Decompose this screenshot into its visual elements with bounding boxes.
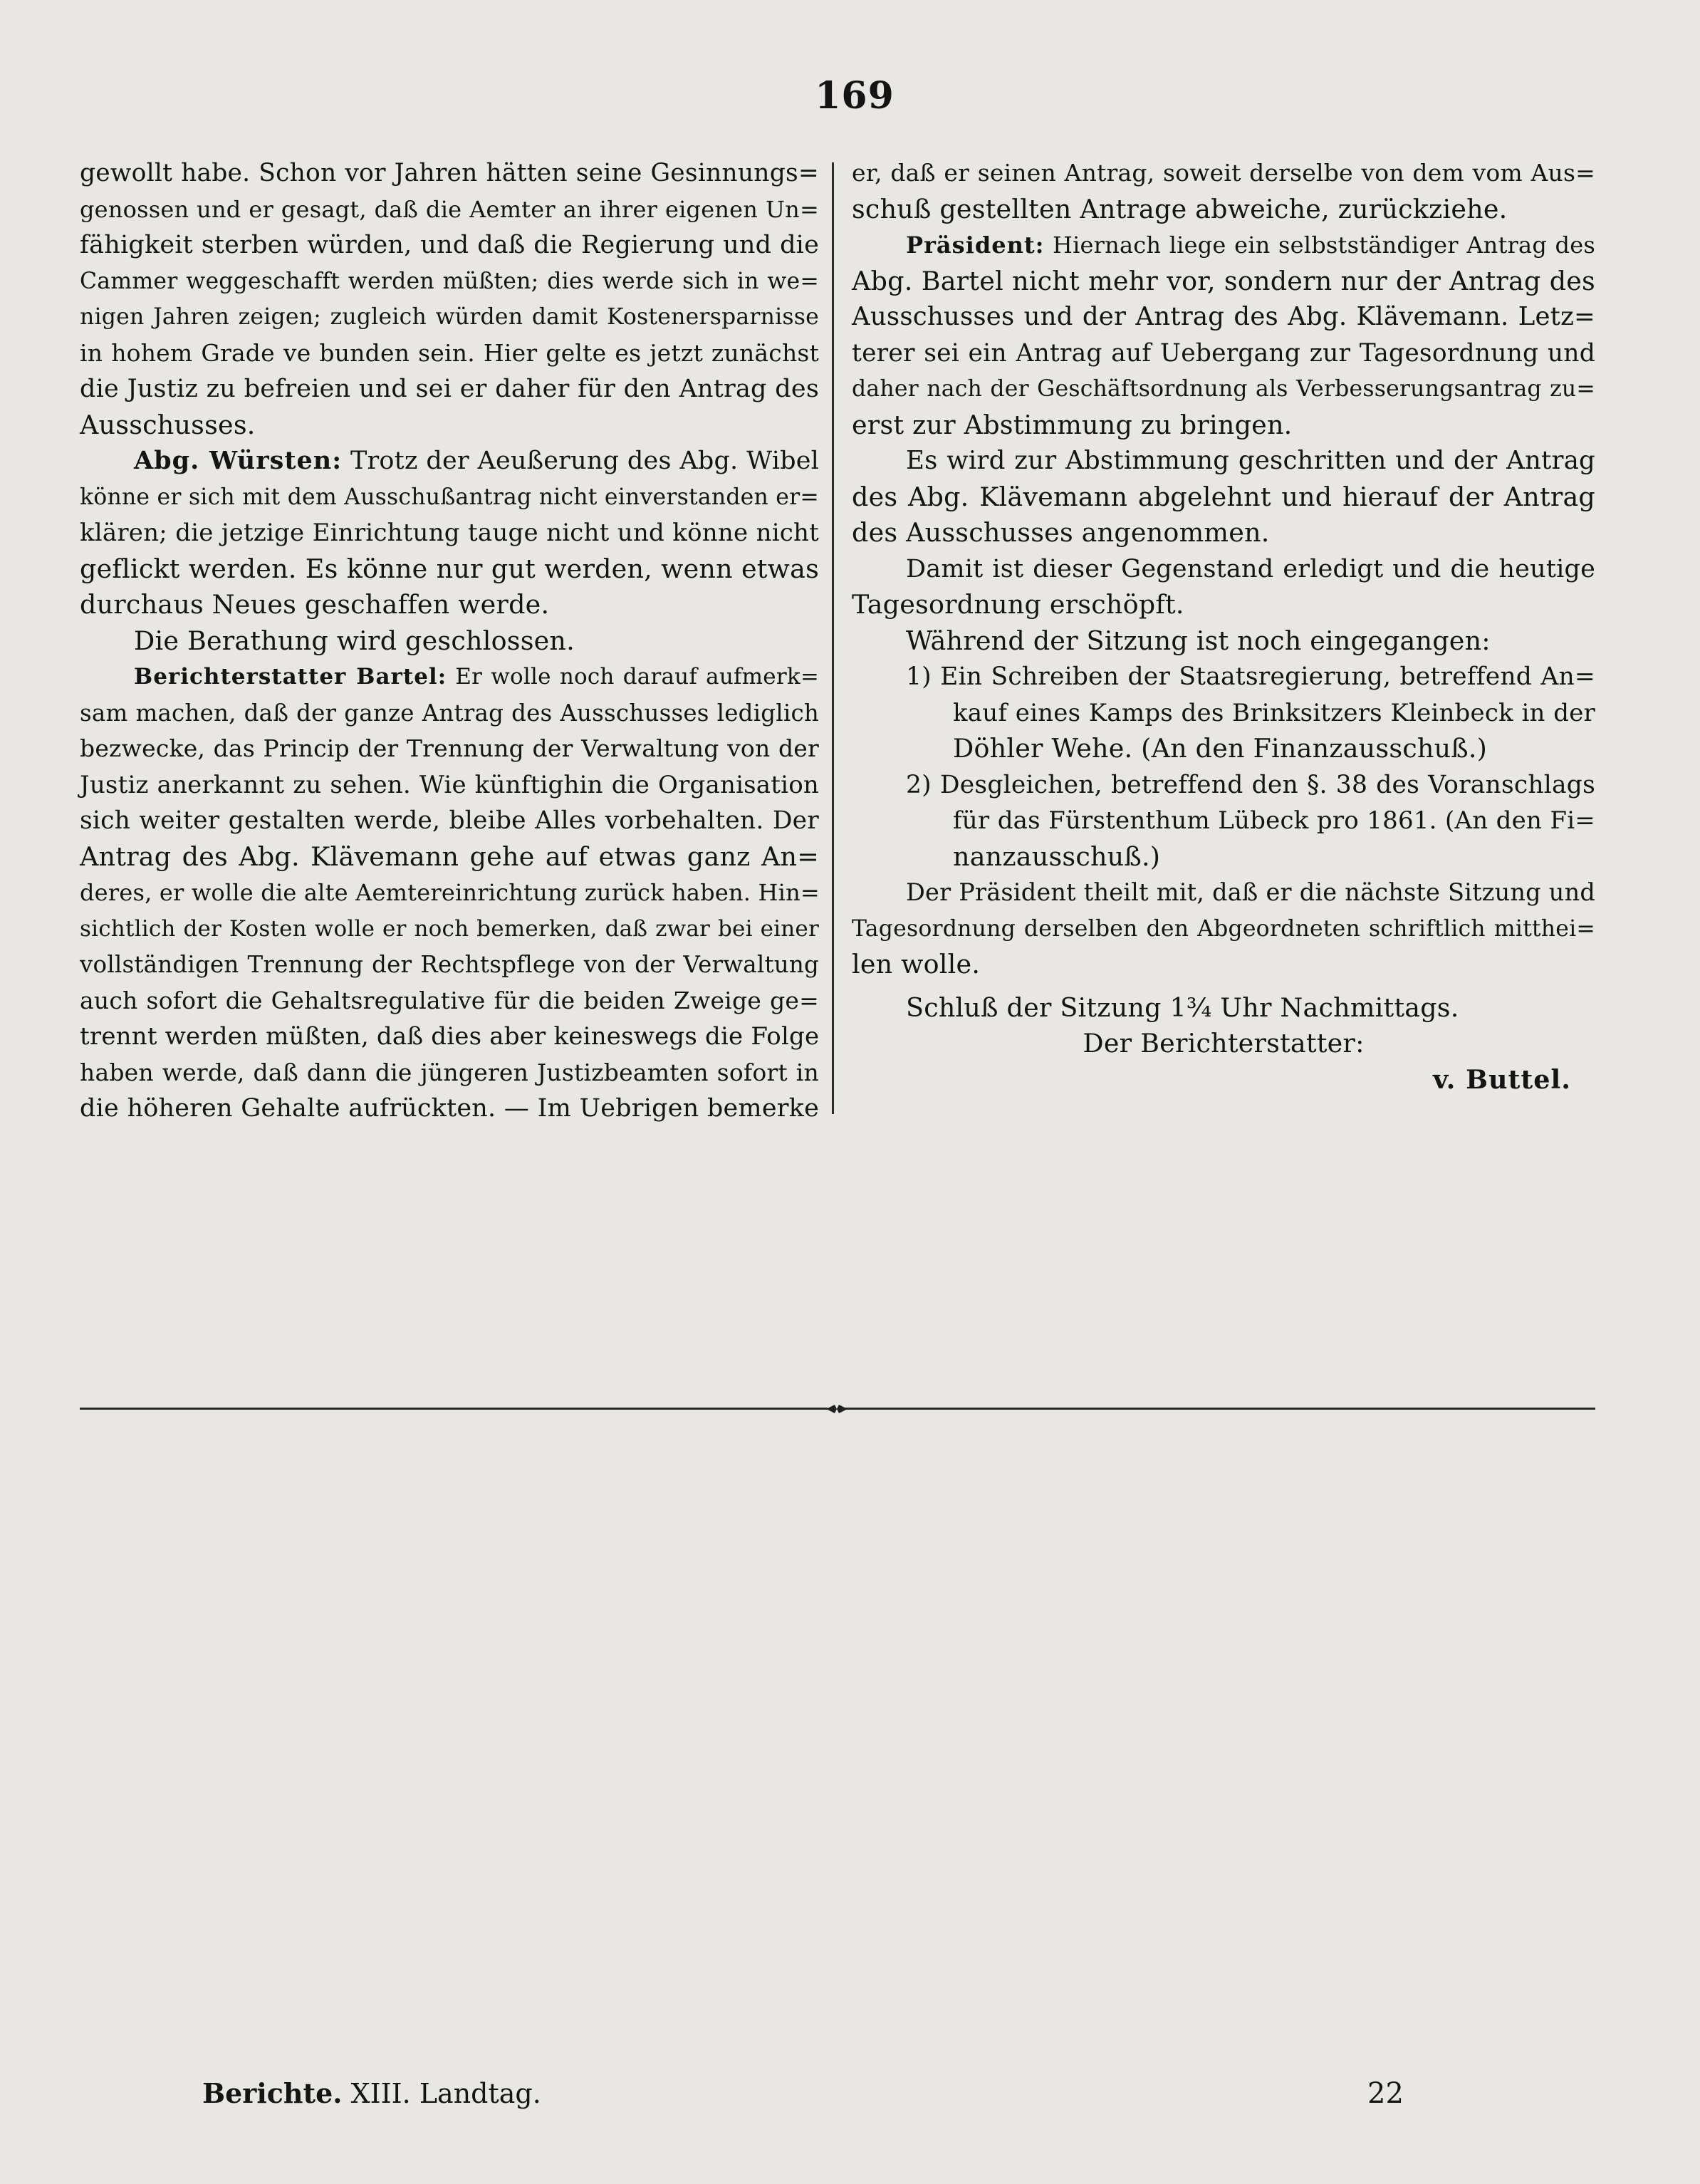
list-item-cont: nanzausschuß.): [953, 841, 1161, 872]
reporter-name: v. Buttel.: [1433, 1064, 1571, 1095]
text-line: Ausschusses und der Antrag des Abg. Klävemann. Letz=: [852, 302, 1595, 331]
bleed-through-right: [855, 1111, 1595, 2037]
list-item-cont: für das Fürstenthum Lübeck pro 1861. (An den Fi=: [953, 806, 1595, 835]
text-line: Tagesordnung derselben den Abgeordneten schriftlich mitthei=: [852, 915, 1595, 942]
separator-rule-left: [80, 1408, 828, 1410]
text-line: er, daß er seinen Antrag, soweit derselbe von dem vom Aus=: [852, 159, 1595, 187]
text-line: sichtlich der Kosten wolle er noch bemerken, daß zwar bei einer: [80, 915, 819, 942]
speech-first-line: [80, 659, 819, 695]
text-line: die höheren Gehalte aufrückten. — Im Uebrigen bemerke: [80, 1094, 819, 1123]
footer-title: Berichte. XIII. Landtag.: [202, 2077, 541, 2109]
speech-text: Trotz der Aeußerung des Abg. Wibel: [342, 447, 819, 475]
column-divider: [832, 162, 834, 1114]
text-line: auch sofort die Gehaltsregulative für die beiden Zweige ge=: [80, 986, 819, 1014]
session-closing: Schluß der Sitzung 1¾ Uhr Nachmittags.: [906, 992, 1459, 1023]
reporter-label: Der Berichterstatter:: [1083, 1028, 1365, 1059]
text-line: geflickt werden. Es könne nur gut werden, wenn etwas: [80, 553, 819, 584]
text-line: des Abg. Klävemann abgelehnt und hierauf der Antrag: [852, 481, 1595, 512]
text-line: könne er sich mit dem Ausschußantrag nicht einverstanden er=: [80, 484, 819, 510]
text-line: Justiz anerkannt zu sehen. Wie künftighin die Organisation: [80, 770, 819, 799]
text-line: daher nach der Geschäftsordnung als Verbesserungsantrag zu=: [852, 376, 1595, 402]
text-line: Der Präsident theilt mit, daß er die nächste Sitzung und: [906, 878, 1595, 906]
text-line: Antrag des Abg. Klävemann gehe auf etwas ganz An=: [80, 841, 819, 872]
text-line: in hohem Grade ve bunden sein. Hier gelte es jetzt zunächst: [80, 338, 819, 367]
text-line: nigen Jahren zeigen; zugleich würden damit Kostenersparnisse: [80, 304, 819, 330]
text-line: durchaus Neues geschaffen werde.: [80, 589, 550, 620]
speech-first-line: [852, 227, 1595, 264]
speech-first-line: [80, 443, 819, 479]
speech-text: Hiernach liege ein selbstständiger Antrag des: [1044, 232, 1595, 259]
text-line: vollständigen Trennung der Rechtspflege von der Verwaltung: [80, 951, 819, 978]
speaker-name: Berichterstatter Bartel:: [134, 664, 447, 690]
page-number: 169: [815, 74, 895, 118]
text-line: Cammer weggeschafft werden müßten; dies werde sich in we=: [80, 268, 819, 294]
text-line: haben werde, daß dann die jüngeren Justizbeamten sofort in: [80, 1058, 819, 1086]
bleed-through-left: [78, 1111, 826, 2037]
text-line: des Ausschusses angenommen.: [852, 517, 1270, 548]
speaker-name: Präsident:: [906, 232, 1045, 259]
text-line: bezwecke, das Princip der Trennung der Verwaltung von der: [80, 734, 819, 762]
list-item: 2) Desgleichen, betreffend den §. 38 des Voranschlags: [906, 770, 1595, 799]
right-column: [852, 155, 1595, 1098]
list-item-cont: Döhler Wehe. (An den Finanzausschuß.): [953, 733, 1488, 764]
text-line: Ausschusses.: [80, 409, 256, 440]
text-line: deres, er wolle die alte Aemtereinrichtung zurück haben. Hin=: [80, 879, 820, 906]
text-line: die Justiz zu befreien und sei er daher für den Antrag des: [80, 375, 819, 403]
text-line: trennt werden müßten, daß dies aber keineswegs die Folge: [80, 1022, 820, 1051]
list-item-cont: kauf eines Kamps des Brinksitzers Kleinbeck in der: [953, 698, 1595, 727]
closing-remark: Die Berathung wird geschlossen.: [134, 625, 575, 656]
text-line: erst zur Abstimmung zu bringen.: [852, 409, 1293, 440]
text-line: sam machen, daß der ganze Antrag des Ausschusses lediglich: [80, 699, 819, 727]
left-column: [80, 155, 819, 1127]
text-line: fähigkeit sterben würden, und daß die Regierung und die: [80, 231, 819, 259]
text-line: terer sei ein Antrag auf Uebergang zur Tagesordnung und: [852, 338, 1595, 368]
text-line: len wolle.: [852, 949, 981, 979]
separator-rule-right: [845, 1408, 1595, 1410]
text-line: sich weiter gestalten werde, bleibe Alles vorbehalten. Der: [80, 806, 819, 835]
received-intro: Während der Sitzung ist noch eingegangen:: [906, 625, 1491, 656]
text-line: Es wird zur Abstimmung geschritten und der Antrag: [906, 446, 1595, 475]
text-line: Abg. Bartel nicht mehr vor, sondern nur der Antrag des: [852, 265, 1595, 296]
text-line: schuß gestellten Antrage abweiche, zurückziehe.: [852, 193, 1508, 224]
list-item: 1) Ein Schreiben der Staatsregierung, betreffend An=: [906, 662, 1595, 691]
text-line: klären; die jetzige Einrichtung tauge nicht und könne nicht: [80, 519, 819, 547]
text-line: Damit ist dieser Gegenstand erledigt und die heutige: [906, 554, 1595, 583]
rule-ornament: [826, 1402, 848, 1416]
sheet-number: 22: [1367, 2077, 1404, 2110]
speaker-name: Abg. Würsten:: [134, 446, 343, 475]
speech-text: Er wolle noch darauf aufmerk=: [447, 664, 819, 690]
text-line: genossen und er gesagt, daß die Aemter an ihrer eigenen Un=: [80, 195, 819, 223]
text-line: gewollt habe. Schon vor Jahren hätten seine Gesinnungs=: [80, 159, 819, 187]
text-line: Tagesordnung erschöpft.: [852, 589, 1184, 620]
